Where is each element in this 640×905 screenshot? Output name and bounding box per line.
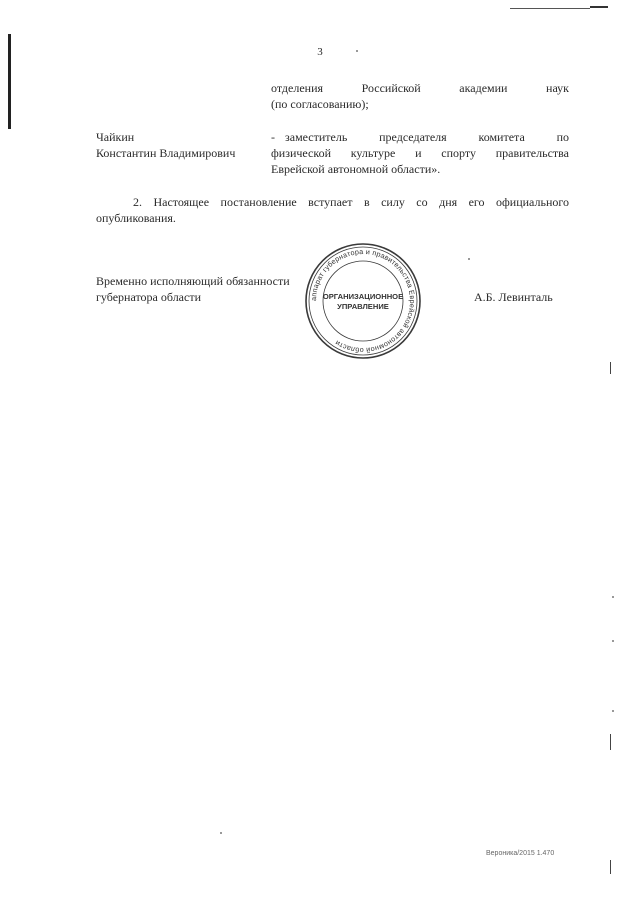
signatory-name: А.Б. Левинталь (474, 290, 553, 304)
scan-artifact-tick (610, 362, 611, 374)
member-surname: Чайкин (96, 130, 135, 144)
scan-speck (612, 640, 614, 642)
seal-ring-text: аппарат губернатора и правительства Еврейской автономной области (308, 246, 418, 356)
seal-center-line: УПРАВЛЕНИЕ (337, 302, 389, 311)
member-given-names: Константин Владимирович (96, 146, 236, 160)
scan-artifact-line (590, 6, 608, 8)
clause-2-line: опубликования. (96, 211, 176, 225)
page-number: 3 (317, 46, 323, 58)
scan-speck (468, 258, 470, 260)
scan-speck (220, 832, 222, 834)
member-role-line: заместитель председателя комитета по (285, 130, 569, 144)
scan-artifact-tick (610, 734, 611, 750)
scan-speck (612, 596, 614, 598)
signatory-title: Временно исполняющий обязанности (96, 274, 290, 288)
member-role-dash: - (271, 130, 275, 144)
clause-2-line: 2. Настоящее постановление вступает в силу со дня его официального (133, 195, 569, 209)
official-seal (303, 241, 423, 361)
scan-artifact-tick (610, 860, 611, 874)
member-role-line: Еврейской автономной области». (271, 162, 441, 176)
signatory-title: губернатора области (96, 290, 201, 304)
footer-registry-code: Вероника/2015 1.470 (486, 850, 555, 857)
seal-center-line: ОРГАНИЗАЦИОННОЕ (322, 292, 404, 301)
continuation-line: отделения Российской академии наук (271, 81, 569, 95)
scan-artifact-line (510, 8, 590, 9)
member-role-line: физической культуре и спорту правительства (271, 146, 569, 160)
continuation-line: (по согласованию); (271, 97, 369, 111)
scan-speck (612, 710, 614, 712)
